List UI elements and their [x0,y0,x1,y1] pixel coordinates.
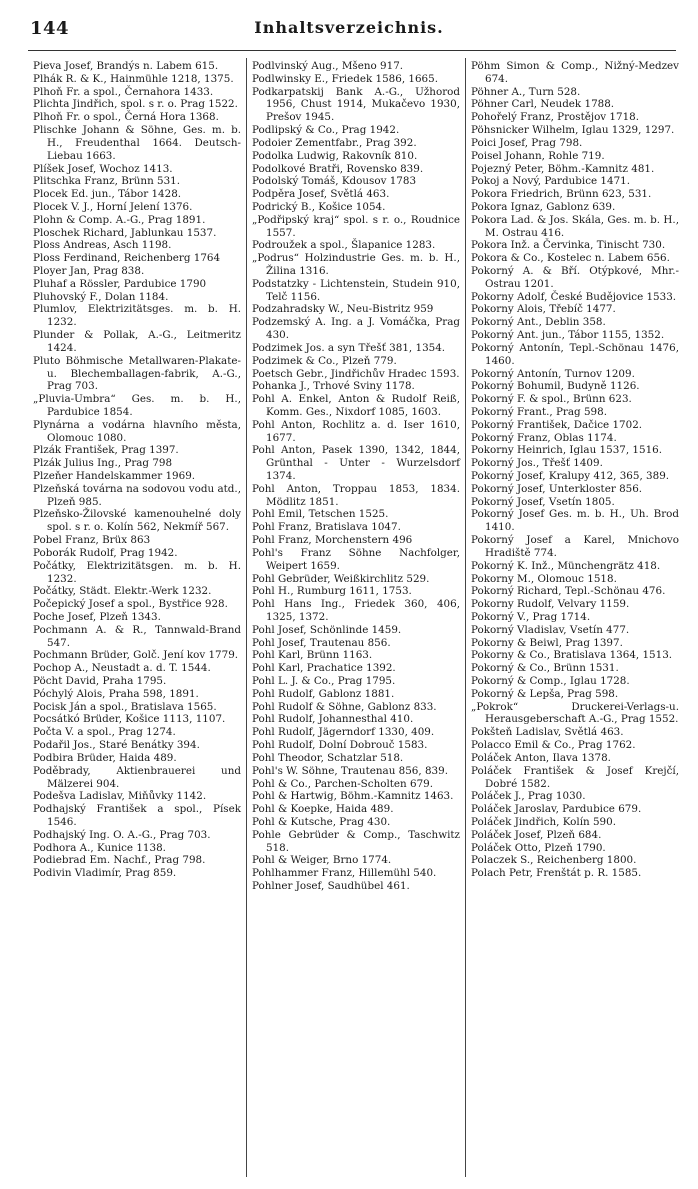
index-entry: Poici Josef, Prag 798. [471,136,583,149]
index-entry: Pokoj a Nový, Pardubice 1471. [471,175,631,188]
index-entry: Pokora & Co., Kostelec n. Labem 656. [471,252,670,265]
index-column-2 [246,58,465,1177]
index-entry: Pohl Karl, Brünn 1163. [252,649,373,662]
index-entry: Pokora Lad. & Jos. Skála, Ges. m. b. H., M. Ostrau 416. [471,213,679,239]
index-entry: Pochop A., Neustadt a. d. T. 1544. [33,662,211,675]
index-entry: Plunder & Pollak, A.-G., Leitmeritz 1424. [33,329,241,354]
index-entry: Pohl & Koepke, Haida 489. [252,803,394,816]
index-entry: Plzeňská továrna na sodovou vodu atd., Plzeň 985. [33,482,241,508]
index-entry: Pokorny Rudolf, Velvary 1159. [471,598,630,611]
index-entry: Podzemský A. Ing. a J. Vomáčka, Prag 430. [252,316,460,342]
index-entry: Podpěra Josef, Světlá 463. [252,188,390,201]
index-entry: Plhák R. & K., Hainmühle 1218, 1375. [33,72,234,85]
index-entry: Polach Petr, Frenštát p. R. 1585. [471,867,642,880]
index-entry: Podlipský & Co., Prag 1942. [252,124,400,137]
index-entry: Pohořelý Franz, Prostějov 1718. [471,111,640,124]
index-entry: Pokorný & Comp., Iglau 1728. [471,675,630,687]
index-entry: „Podřipský kraj“ spol. s r. o., Roudnice 1557. [252,213,460,239]
index-entry: Poche Josef, Plzeň 1343. [33,610,161,623]
index-entry: Pokorný & Lepša, Prag 598. [471,687,619,700]
index-entry: Pluhaf a Rössler, Pardubice 1790 [33,277,207,290]
index-entry: Podešva Ladislav, Miňůvky 1142. [33,790,207,803]
index-entry: Pluhovský F., Dolan 1184. [33,290,169,303]
index-entry: Podařil Jos., Staré Benátky 394. [33,739,200,752]
index-entry: Pokorný František, Dačice 1702. [471,418,643,431]
index-entry: Pohl's W. Söhne, Trautenau 856, 839. [252,764,448,777]
index-entry: Poetsch Gebr., Jindřichův Hradec 1593. [252,367,460,380]
index-column-3 [465,58,684,1177]
index-entry: Podkarpatskij Bank A.-G., Užhorod 1956, Chust 1914, Mukačevo 1930, Prešov 1945. [252,85,460,124]
index-entry: Podhora A., Kunice 1138. [33,841,166,854]
index-entry: Počepický Josef a spol., Bystřice 928. [33,598,228,611]
index-entry: Plocek Ed. jun., Tábor 1428. [33,188,182,201]
index-entry: Pluto Böhmische Metallwaren-Plakate- u. Blechemballagen-fabrik, A.-G., Prag 703. [33,354,241,393]
index-entry: Pohl H., Rumburg 1611, 1753. [252,585,412,598]
index-entry: Pohlhammer Franz, Hillemühl 540. [252,867,437,880]
index-entry: Pokora Inž. a Červinka, Tinischt 730. [471,239,666,252]
index-entry: Podlvinský Aug., Mšeno 917. [252,60,404,72]
index-entry: Podivin Vladimír, Prag 859. [33,867,177,880]
index-entry: Poláček J., Prag 1030. [471,790,586,803]
index-entry: Podolka Ludwig, Rakovník 810. [252,149,418,162]
index-entry: Pohl Karl, Prachatice 1392. [252,662,396,675]
index-entry: Podlwinsky E., Friedek 1586, 1665. [252,72,439,85]
index-entry: „Podrus“ Holzindustrie Ges. m. b. H., Žilina 1316. [252,252,460,277]
index-entry: Pöhm Simon & Comp., Nižný-Medzev 674. [471,60,679,85]
index-entry: Pokorny & Co., Bratislava 1364, 1513. [471,649,673,662]
index-entry: Pokorný K. Inž., Münchengrätz 418. [471,559,661,572]
index-entry: Pöhner Carl, Neudek 1788. [471,98,615,111]
index-entry: Pocsátkó Brüder, Košice 1113, 1107. [33,713,226,726]
index-entry: Polaczek S., Reichenberg 1800. [471,854,637,867]
index-entry: Pohl Emil, Tetschen 1525. [252,508,389,521]
index-entry: Poláček Otto, Plzeň 1790. [471,841,606,854]
index-entry: Pohl Rudolf, Gablonz 1881. [252,687,395,700]
index-entry: Plohn & Comp. A.-G., Prag 1891. [33,213,206,226]
index-entry: Pokorny M., Olomouc 1518. [471,572,617,585]
index-entry: Plíšek Josef, Wochoz 1413. [33,162,173,175]
index-entry: Pohle Gebrüder & Comp., Taschwitz 518. [252,828,460,854]
index-entry: Pokora Friedrich, Brünn 623, 531. [471,188,652,201]
index-entry: Pohl Anton, Troppau 1853, 1834. Mödlitz 1851. [252,482,460,508]
index-entry: Ploss Ferdinand, Reichenberg 1764 [33,252,221,265]
page-number: 144 [30,18,70,39]
index-entry: Počta V. a spol., Prag 1274. [33,726,176,739]
index-entry: Pohl Rudolf & Söhne, Gablonz 833. [252,700,437,713]
index-entry: Podstatzky - Lichtenstein, Studein 910, Telč 1156. [252,277,460,303]
index-entry: Pohl & Weiger, Brno 1774. [252,854,392,867]
index-entry: Pokorný Josef Ges. m. b. H., Uh. Brod 1410. [471,508,679,534]
index-entry: Podzahradsky W., Neu-Bistritz 959 [252,303,434,316]
index-entry: Podhajský Ing. O. A.-G., Prag 703. [33,828,211,841]
index-entry: Pohl Rudolf, Johannesthal 410. [252,713,414,726]
index-entry: Pokorný Franz, Oblas 1174. [471,431,617,444]
index-entry: Plumlov, Elektrizitätsges. m. b. H. 1232. [33,303,241,329]
index-entry: Podzimek & Co., Plzeň 779. [252,354,397,367]
page-heading: Inhaltsverzeichnis. [254,18,444,37]
index-entry: Pochmann Brüder, Golč. Jení kov 1779. [33,649,239,662]
index-entry: Pokorny Alois, Třebíč 1477. [471,303,616,316]
index-entry: Poláček Jaroslav, Pardubice 679. [471,803,642,816]
index-entry: Pokorný Vladislav, Vsetín 477. [471,623,630,636]
index-entry: Plynárna a vodárna hlavního města, Olomouc 1080. [33,418,241,444]
index-entry: Pohl Josef, Trautenau 856. [252,636,391,649]
index-entry: Pohl Anton, Rochlitz a. d. Iser 1610, 1677. [252,418,460,444]
index-entry: Podzimek Jos. a syn Třešť 381, 1354. [252,341,446,354]
index-entry: Plocek V. J., Horní Jelení 1376. [33,200,193,213]
index-entry: Plischke Johann & Söhne, Ges. m. b. H., Freudenthal 1664. Deutsch-Liebau 1663. [33,124,241,162]
index-entry: Podiebrad Em. Nachf., Prag 798. [33,854,206,867]
index-entry: „Pokrok“ Druckerei-Verlags-u. Herausgeberschaft A.-G., Prag 1552. [471,700,679,726]
index-entry: Poděbrady, Aktienbrauerei und Mälzerei 904. [33,764,241,790]
index-entry: Polacco Emil & Co., Prag 1762. [471,739,636,752]
index-entry: Pohl Rudolf, Jägerndorf 1330, 409. [252,726,435,739]
index-entry: Pochmann A. & R., Tannwald-Brand 547. [33,623,241,649]
index-entry: Pokšteň Ladislav, Světlá 463. [471,726,624,739]
index-entry: Pohl Josef, Schönlinde 1459. [252,623,402,636]
index-entry: Pokorný Bohumil, Budyně 1126. [471,380,640,393]
index-entry: Podolský Tomáš, Kdousov 1783 [252,175,417,188]
index-entry: Póchylý Alois, Praha 598, 1891. [33,687,199,700]
index-entry: Pohlner Josef, Saudhübel 461. [252,880,410,892]
index-entry: Pokorný Richard, Tepl.-Schönau 476. [471,585,666,598]
index-entry: Pohl & Kutsche, Prag 430. [252,815,391,828]
index-entry: Počátky, Städt. Elektr.-Werk 1232. [33,585,212,598]
index-entry: Pobel Franz, Brüx 863 [33,534,151,547]
index-entry: Plichta Jindřich, spol. s r. o. Prag 1522. [33,98,238,111]
index-entry: Pohl Theodor, Schatzlar 518. [252,751,404,764]
index-entry: Plzeňsko-Žilovské kamenouhelné doly spol. s r. o. Kolín 562, Nekmíř 567. [33,508,241,534]
index-entry: Podbira Brüder, Haida 489. [33,751,177,764]
index-entry: Pokora Ignaz, Gablonz 639. [471,200,616,213]
index-entry: Pohl Franz, Bratislava 1047. [252,521,401,534]
index-entry: „Pluvia-Umbra“ Ges. m. b. H., Pardubice 1854. [33,393,241,418]
index-entry: Pokorný Antonín, Tepl.-Schönau 1476, 1460. [471,341,679,367]
index-entry: Pocisk Ján a spol., Bratislava 1565. [33,700,217,713]
index-entry: Pohl Rudolf, Dolní Dobrouč 1583. [252,739,428,752]
index-entry: Plitschka Franz, Brünn 531. [33,175,181,188]
index-entry: Pohl Gebrüder, Weißkirchlitz 529. [252,572,430,585]
index-entry: Pokorný V., Prag 1714. [471,610,591,623]
index-entry: Pokorný A. & Bří. Otýpkové, Mhr.-Ostrau 1201. [471,265,679,290]
index-entry: Pohl Franz, Morchenstern 496 [252,534,413,547]
index-entry: Podhajský František a spol., Písek 1546. [33,803,241,828]
index-entry: Pokorný Ant., Deblin 358. [471,316,606,329]
index-entry: Plzák Julius Ing., Prag 798 [33,457,173,470]
index-entry: Poláček Anton, Ilava 1378. [471,751,611,764]
index-entry: Pokorny Heinrich, Iglau 1537, 1516. [471,444,663,457]
index-entry: Pohanka J., Trhové Sviny 1178. [252,380,415,393]
index-column-1 [28,58,246,1177]
index-entry: Pokorny & Beiwl, Prag 1397. [471,636,623,649]
index-entry: Podoier Zementfabr., Prag 392. [252,136,417,149]
index-entry: Pokorný F. & spol., Brünn 623. [471,393,632,406]
index-entry: Pohl's Franz Söhne Nachfolger, Weipert 1659. [252,546,460,572]
index-entry: Pokorny Adolf, České Budějovice 1533. [471,290,677,303]
index-entry: Plzeňer Handelskammer 1969. [33,470,196,482]
index-entry: Pokorný Josef a Karel, Mnichovo Hradiště 774. [471,534,679,559]
index-entry: Pohl & Co., Parchen-Scholten 679. [252,777,434,790]
index-entry: Pokorný Frant., Prag 598. [471,405,607,418]
index-entry: Pokorný Jos., Třešť 1409. [471,457,603,470]
index-entry: Ployer Jan, Prag 838. [33,265,145,277]
index-columns [28,58,684,1177]
index-entry: Ploschek Richard, Jablunkau 1537. [33,226,217,239]
index-entry: Pokorný Ant. jun., Tábor 1155, 1352. [471,329,665,342]
index-entry: Pohl A. Enkel, Anton & Rudolf Reiß, Komm. Ges., Nixdorf 1085, 1603. [252,393,460,418]
index-entry: Pokorný & Co., Brünn 1531. [471,662,619,675]
index-entry: Poborák Rudolf, Prag 1942. [33,546,178,559]
index-entry: Pohl & Hartwig, Böhm.-Kamnitz 1463. [252,790,454,803]
index-entry: Pohl L. J. & Co., Prag 1795. [252,675,396,687]
index-entry: Plzák František, Prag 1397. [33,444,179,457]
index-entry: Pohl Hans Ing., Friedek 360, 406, 1325, 1372. [252,598,460,623]
index-entry: Podrický B., Košice 1054. [252,200,386,213]
index-entry: Poláček Josef, Plzeň 684. [471,828,602,841]
index-entry: Poláček Jindřich, Kolín 590. [471,815,617,828]
index-entry: Podolkové Bratři, Rovensko 839. [252,162,424,175]
index-entry: Plhoň Fr. a spol., Černahora 1433. [33,85,214,98]
index-entry: Ploss Andreas, Asch 1198. [33,239,172,252]
index-entry: Pieva Josef, Brandýs n. Labem 615. [33,60,219,72]
index-entry: Pojezný Peter, Böhm.-Kamnitz 481. [471,162,655,175]
index-entry: Pöhner A., Turn 528. [471,85,581,98]
index-entry: Pöcht David, Praha 1795. [33,675,167,687]
index-entry: Poláček František & Josef Krejčí, Dobré 1582. [471,764,679,790]
index-entry: Počátky, Elektrizitätsgen. m. b. H. 1232. [33,559,241,585]
index-entry: Pokorný Josef, Vsetín 1805. [471,495,615,508]
index-entry: Pokorný Josef, Unterkloster 856. [471,482,643,495]
index-entry: Pokorný Antonín, Turnov 1209. [471,367,635,380]
index-entry: Podroužek a spol., Šlapanice 1283. [252,239,436,252]
header-rule [28,50,676,51]
index-entry: Pokorný Josef, Kralupy 412, 365, 389. [471,470,670,482]
index-entry: Pohl Anton, Pasek 1390, 1342, 1844, Grünthal - Unter - Wurzelsdorf 1374. [252,444,460,482]
index-entry: Pöhsnicker Wilhelm, Iglau 1329, 1297. [471,124,675,137]
index-entry: Plhoň Fr. o spol., Černá Hora 1368. [33,111,219,124]
index-entry: Poisel Johann, Rohle 719. [471,149,605,162]
